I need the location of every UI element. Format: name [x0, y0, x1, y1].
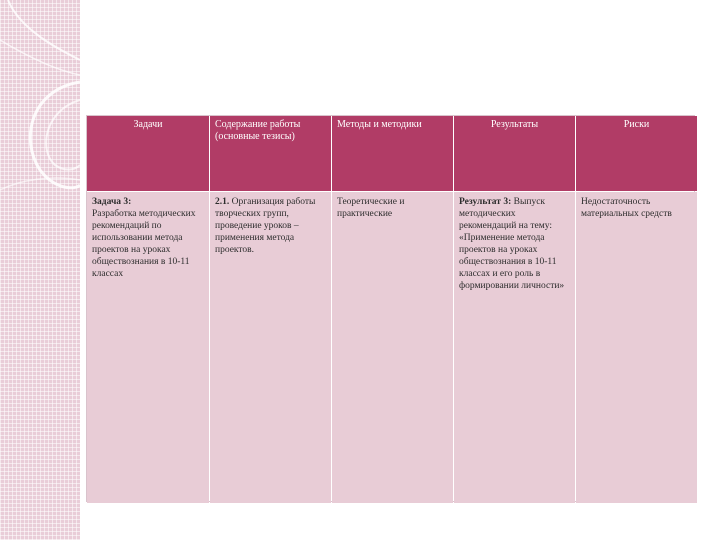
cell-risks [576, 192, 697, 503]
cell-result [454, 192, 575, 503]
plan-table [86, 115, 695, 502]
cell-methods [332, 192, 453, 503]
task-label: Задача 3: [92, 197, 132, 207]
result-label: Результат 3: [459, 197, 512, 207]
header-risks: Риски [576, 116, 697, 191]
risks-text: Недостаточность материальных средств [581, 197, 672, 219]
header-methods: Методы и методики [332, 116, 453, 191]
cell-task [87, 192, 209, 503]
decorative-side-panel [0, 0, 80, 540]
header-tasks: Задачи [87, 116, 209, 191]
methods-text: Теоретические и практические [337, 197, 405, 219]
task-text: Разработка методических рекомендаций по использовании метода проектов на уроках обществознания в 10-11 классах [92, 209, 196, 279]
content-label: 2.1. [215, 197, 230, 207]
header-content: Содержание работы (основные тезисы) [210, 116, 331, 191]
decorative-curves [0, 0, 80, 540]
result-text: Выпуск методических рекомендаций на тему: «Применение метода проектов на уроках обществознания в 10-11 классах и его роль в формировании личности» [459, 197, 565, 291]
header-results: Результаты [454, 116, 575, 191]
cell-content [210, 192, 331, 503]
content-text: Организация работы творческих групп, проведение уроков – применения метода проектов. [215, 197, 316, 255]
